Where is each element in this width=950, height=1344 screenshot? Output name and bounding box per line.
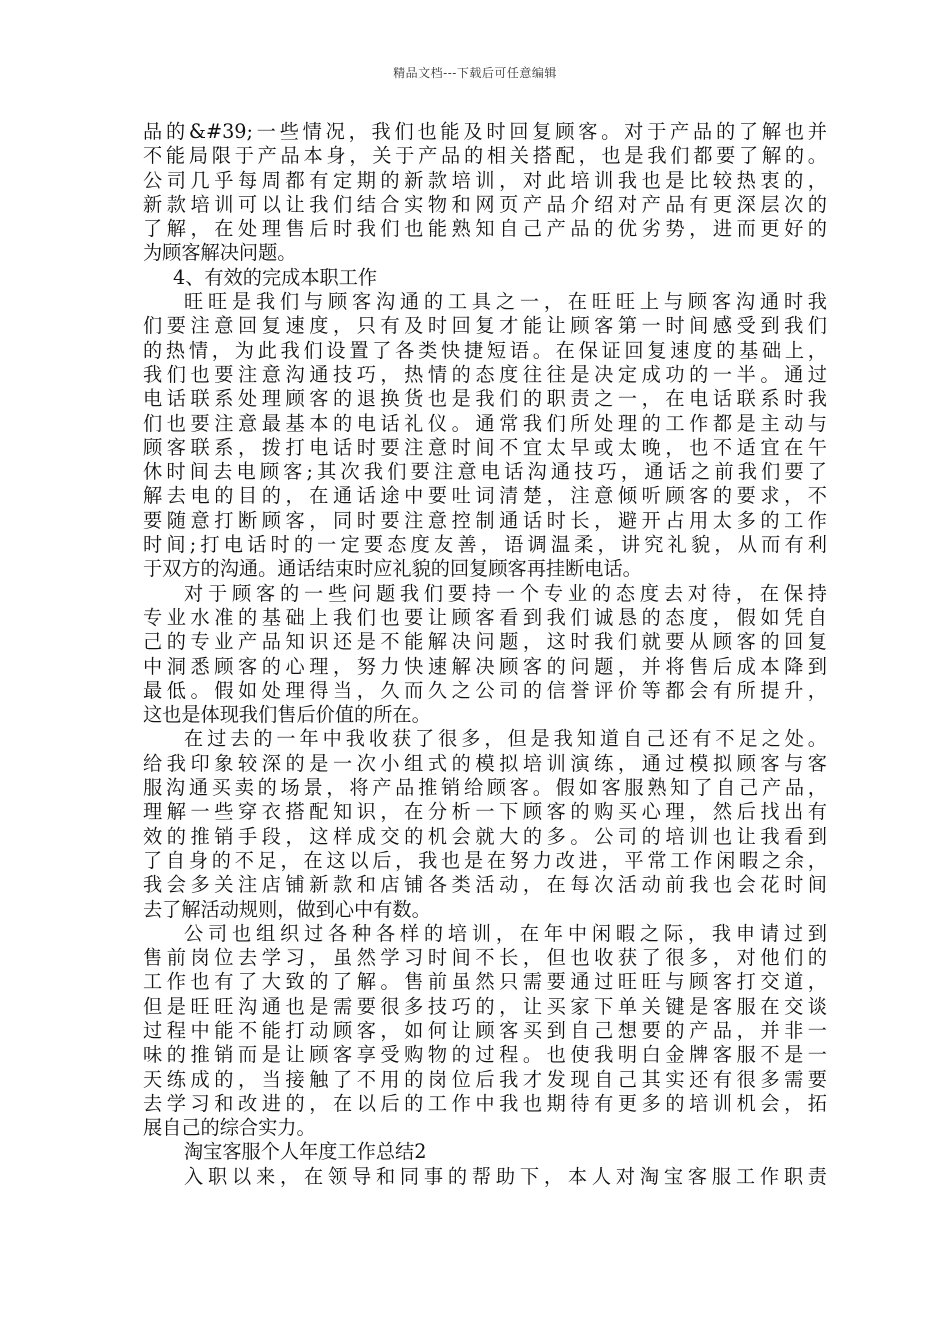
text-line: 了自身的不足，在这以后，我也是在努力改进，平常工作闲暇之余， — [143, 848, 827, 872]
text-line: 理解一些穿衣搭配知识，在分析一下顾客的购买心理，然后找出有 — [143, 800, 827, 824]
text-line: 己的专业产品知识还是不能解决问题，这时我们就要从顾客的回复 — [143, 630, 827, 654]
text-line: 在过去的一年中我收获了很多，但是我知道自己还有不足之处。 — [184, 727, 827, 751]
text-line: 电话联系处理顾客的退换货也是我们的职责之一，在电话联系时我 — [143, 387, 827, 411]
text-line: 了解，在处理售后时我们也能熟知自己产品的优劣势，进而更好的 — [143, 217, 827, 241]
text-line: 时间;打电话时的一定要态度友善，语调温柔，讲究礼貌，从而有利 — [143, 533, 827, 557]
text-line: 4、有效的完成本职工作 — [173, 265, 378, 289]
text-line: 淘宝客服个人年度工作总结2 — [184, 1140, 427, 1164]
text-line: 要随意打断顾客，同时要注意控制通话时长，避开占用太多的工作 — [143, 508, 827, 532]
text-line: 给我印象较深的是一次小组式的模拟培训演练，通过模拟顾客与客 — [143, 751, 827, 775]
text-line: 工作也有了大致的了解。售前虽然只需要通过旺旺与顾客打交道， — [143, 970, 827, 994]
text-line: 最低。假如处理得当，久而久之公司的信誉评价等都会有所提升， — [143, 678, 827, 702]
text-line: 效的推销手段，这样成交的机会就大的多。公司的培训也让我看到 — [143, 824, 827, 848]
text-line: 我会多关注店铺新款和店铺各类活动，在每次活动前我也会花时间 — [143, 873, 827, 897]
text-line: 服沟通买卖的场景，将产品推销给顾客。假如客服熟知了自己产品， — [143, 776, 827, 800]
text-line: 为顾客解决问题。 — [143, 241, 297, 265]
text-line: 品的&#39;一些情况，我们也能及时回复顾客。对于产品的了解也并 — [143, 120, 827, 143]
text-line: 们也要注意最基本的电话礼仪。通常我们所处理的工作都是主动与 — [143, 411, 827, 435]
text-line: 专业水准的基础上我们也要让顾客看到我们诚恳的态度，假如凭自 — [143, 605, 827, 629]
text-line: 味的推销而是让顾客享受购物的过程。也使我明白金牌客服不是一 — [143, 1043, 827, 1067]
text-line: 过程中能不能打动顾客，如何让顾客买到自己想要的产品，并非一 — [143, 1018, 827, 1042]
text-line: 但是旺旺沟通也是需要很多技巧的，让买家下单关键是客服在交谈 — [143, 994, 827, 1018]
text-line: 我们也要注意沟通技巧，热情的态度往往是决定成功的一半。通过 — [143, 362, 827, 386]
text-line: 售前岗位去学习，虽然学习时间不长，但也收获了很多，对他们的 — [143, 946, 827, 970]
text-line: 对于顾客的一些问题我们要持一个专业的态度去对待，在保持 — [184, 581, 827, 605]
text-line: 解去电的目的，在通话途中要吐词清楚，注意倾听顾客的要求，不 — [143, 484, 827, 508]
text-line: 不能局限于产品本身，关于产品的相关搭配，也是我们都要了解的。 — [143, 144, 827, 168]
text-line: 这也是体现我们售后价值的所在。 — [143, 703, 431, 727]
text-line: 于双方的沟通。通话结束时应礼貌的回复顾客再挂断电话。 — [143, 557, 642, 581]
text-line: 公司也组织过各种各样的培训，在年中闲暇之际，我申请过到 — [184, 921, 827, 945]
text-line: 天练成的，当接触了不用的岗位后我才发现自己其实还有很多需要 — [143, 1067, 827, 1091]
text-line: 们要注意回复速度，只有及时回复才能让顾客第一时间感受到我们 — [143, 314, 827, 338]
text-line: 休时间去电顾客;其次我们要注意电话沟通技巧，通话之前我们要了 — [143, 460, 827, 484]
text-line: 旺旺是我们与顾客沟通的工具之一，在旺旺上与顾客沟通时我 — [184, 290, 827, 314]
text-line: 去了解活动规则，做到心中有数。 — [143, 897, 431, 921]
text-line: 去学习和改进的，在以后的工作中我也期待有更多的培训机会，拓 — [143, 1091, 827, 1115]
text-line: 入职以来，在领导和同事的帮助下，本人对淘宝客服工作职责 — [184, 1164, 827, 1188]
text-line: 公司几乎每周都有定期的新款培训，对此培训我也是比较热衷的， — [143, 168, 827, 192]
text-line: 顾客联系，拨打电话时要注意时间不宜太早或太晚，也不适宜在午 — [143, 435, 827, 459]
text-line: 的热情，为此我们设置了各类快捷短语。在保证回复速度的基础上， — [143, 338, 827, 362]
page-header: 精品文档---下载后可任意编辑 — [393, 66, 557, 80]
text-line: 展自己的综合实力。 — [143, 1116, 316, 1140]
text-line: 新款培训可以让我们结合实物和网页产品介绍对产品有更深层次的 — [143, 192, 827, 216]
document-body — [143, 120, 827, 1189]
text-line: 中洞悉顾客的心理，努力快速解决顾客的问题，并将售后成本降到 — [143, 654, 827, 678]
